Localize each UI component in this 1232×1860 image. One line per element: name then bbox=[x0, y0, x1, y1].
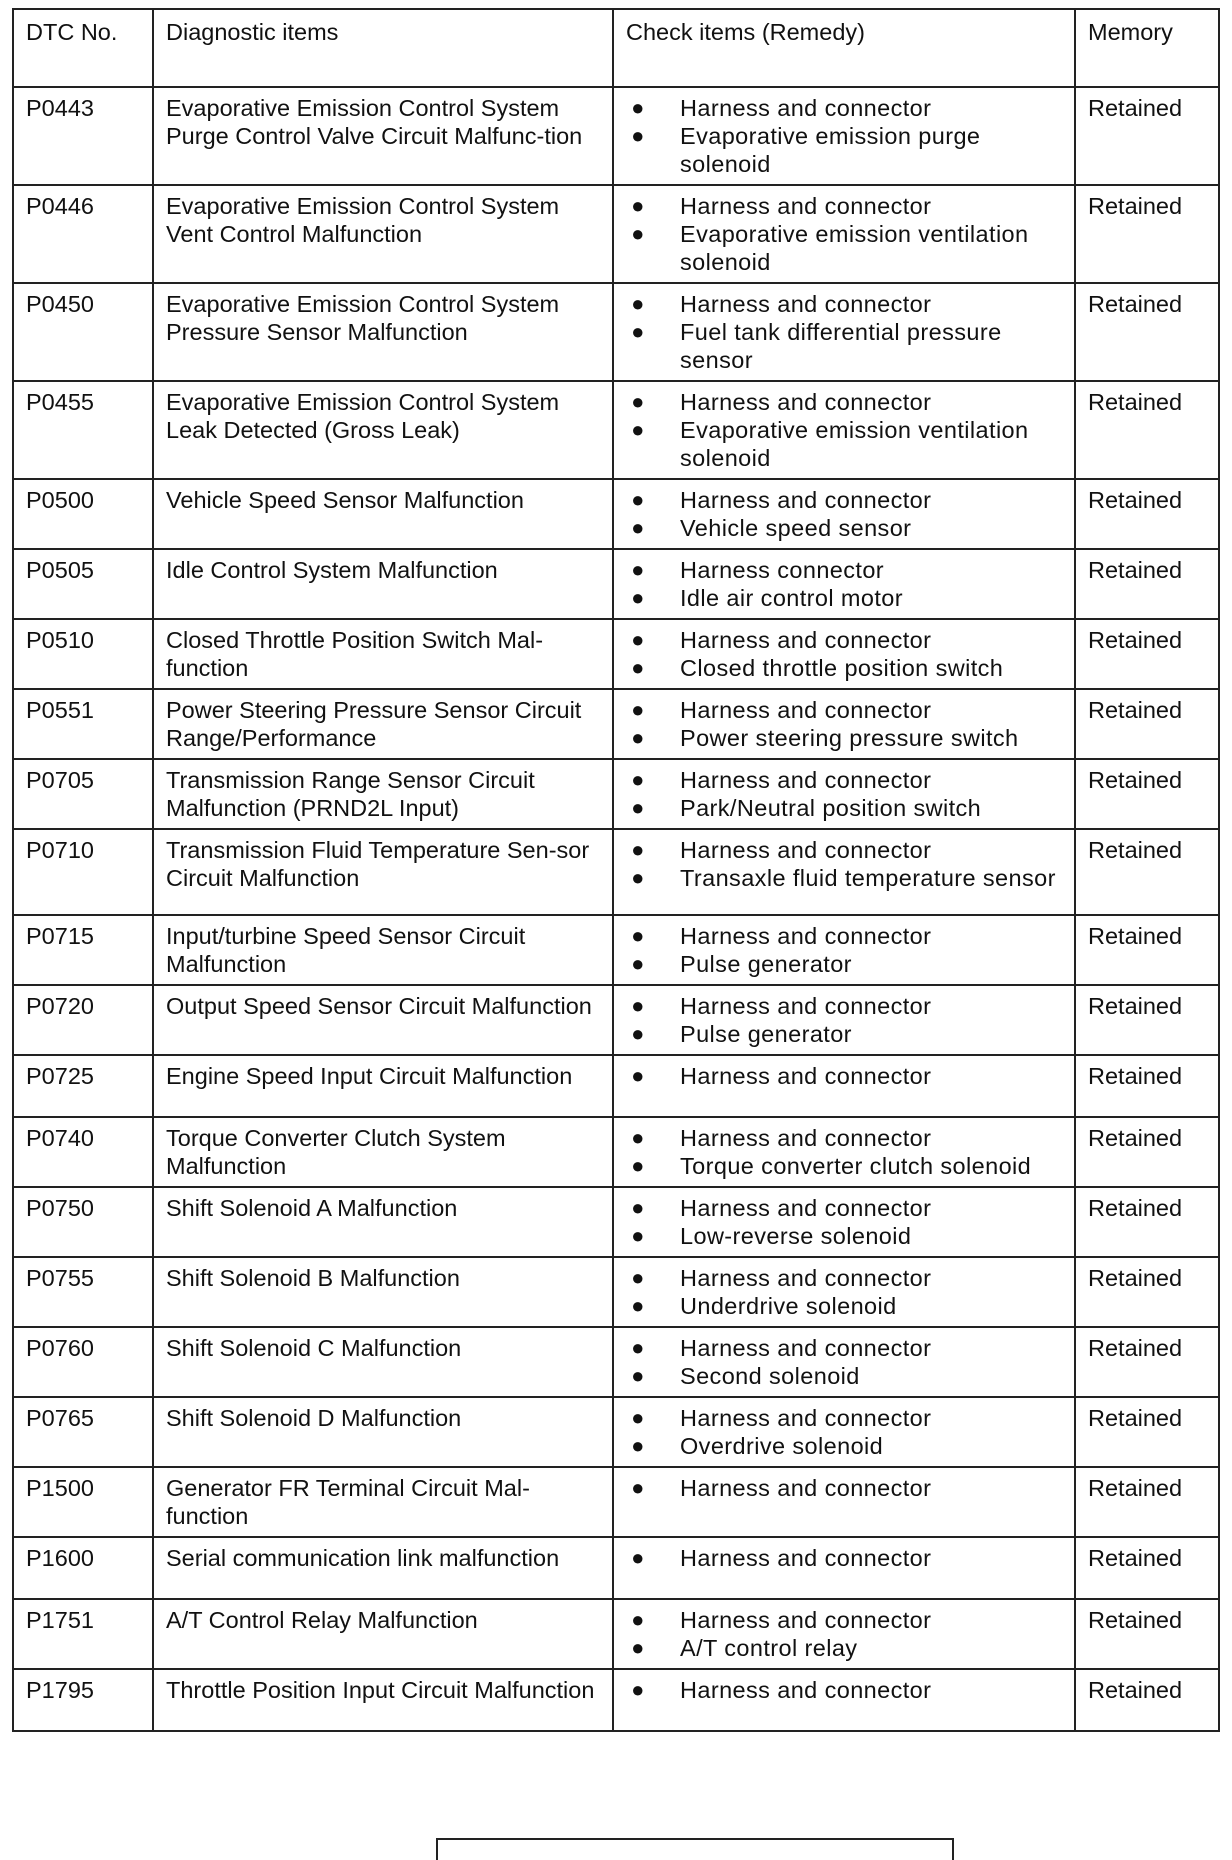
remedy-item bbox=[626, 584, 1064, 612]
bullet-icon: ● bbox=[631, 585, 645, 610]
table-row bbox=[13, 619, 1219, 689]
bullet-icon: ● bbox=[631, 1265, 645, 1290]
remedy-text: Harness and connector bbox=[680, 389, 932, 415]
diagnostic-item: A/T Control Relay Malfunction bbox=[153, 1599, 613, 1669]
remedy-text: Harness and connector bbox=[680, 767, 932, 793]
remedy-list bbox=[626, 1474, 1064, 1502]
bullet-icon: ● bbox=[631, 697, 645, 722]
table-row bbox=[13, 1599, 1219, 1669]
bullet-icon: ● bbox=[631, 993, 645, 1018]
remedy-text: Harness and connector bbox=[680, 193, 932, 219]
remedy-item bbox=[626, 1062, 1064, 1090]
remedy-item bbox=[626, 220, 1064, 276]
remedy-text: Pulse generator bbox=[680, 1021, 852, 1047]
check-items bbox=[613, 1327, 1075, 1397]
remedy-text: Closed throttle position switch bbox=[680, 655, 1004, 681]
header-diagnostic-items: Diagnostic items bbox=[153, 9, 613, 87]
dtc-code: P1795 bbox=[13, 1669, 153, 1731]
remedy-item bbox=[626, 388, 1064, 416]
memory-status: Retained bbox=[1075, 619, 1219, 689]
remedy-list bbox=[626, 192, 1064, 276]
remedy-text: Second solenoid bbox=[680, 1363, 860, 1389]
remedy-item bbox=[626, 1432, 1064, 1460]
dtc-code: P0500 bbox=[13, 479, 153, 549]
diagnostic-item: Evaporative Emission Control System Leak Detected (Gross Leak) bbox=[153, 381, 613, 479]
memory-status: Retained bbox=[1075, 549, 1219, 619]
check-items bbox=[613, 985, 1075, 1055]
memory-status: Retained bbox=[1075, 915, 1219, 985]
remedy-text: Pulse generator bbox=[680, 951, 852, 977]
dtc-code: P0505 bbox=[13, 549, 153, 619]
remedy-text: Fuel tank differential pressure sensor bbox=[680, 319, 1002, 373]
remedy-item bbox=[626, 1264, 1064, 1292]
dtc-code: P0455 bbox=[13, 381, 153, 479]
diagnostic-item: Shift Solenoid A Malfunction bbox=[153, 1187, 613, 1257]
remedy-text: Evaporative emission ventilation solenoid bbox=[680, 417, 1029, 471]
remedy-text: Harness and connector bbox=[680, 1125, 932, 1151]
diagnostic-item: Shift Solenoid C Malfunction bbox=[153, 1327, 613, 1397]
check-items bbox=[613, 915, 1075, 985]
diagnostic-item: Evaporative Emission Control System Pressure Sensor Malfunction bbox=[153, 283, 613, 381]
remedy-item bbox=[626, 950, 1064, 978]
memory-status: Retained bbox=[1075, 283, 1219, 381]
remedy-item bbox=[626, 626, 1064, 654]
bullet-icon: ● bbox=[631, 923, 645, 948]
bullet-icon: ● bbox=[631, 389, 645, 414]
header-check-items: Check items (Remedy) bbox=[613, 9, 1075, 87]
bullet-icon: ● bbox=[631, 1433, 645, 1458]
remedy-item bbox=[626, 836, 1064, 864]
bullet-icon: ● bbox=[631, 1635, 645, 1660]
diagnostic-item: Generator FR Terminal Circuit Mal-function bbox=[153, 1467, 613, 1537]
dtc-code: P0765 bbox=[13, 1397, 153, 1467]
memory-status: Retained bbox=[1075, 985, 1219, 1055]
table-header bbox=[13, 9, 1219, 87]
remedy-list bbox=[626, 94, 1064, 178]
remedy-item bbox=[626, 696, 1064, 724]
remedy-text: Overdrive solenoid bbox=[680, 1433, 884, 1459]
check-items bbox=[613, 381, 1075, 479]
check-items bbox=[613, 619, 1075, 689]
memory-status: Retained bbox=[1075, 1467, 1219, 1537]
bullet-icon: ● bbox=[631, 319, 645, 344]
table-row bbox=[13, 689, 1219, 759]
remedy-text: Evaporative emission ventilation solenoid bbox=[680, 221, 1029, 275]
remedy-item bbox=[626, 1474, 1064, 1502]
remedy-text: Idle air control motor bbox=[680, 585, 903, 611]
diagnostic-item: Transmission Fluid Temperature Sen-sor Circuit Malfunction bbox=[153, 829, 613, 915]
page-footer-box bbox=[436, 1838, 954, 1860]
check-items bbox=[613, 1467, 1075, 1537]
dtc-code: P0760 bbox=[13, 1327, 153, 1397]
memory-status: Retained bbox=[1075, 1599, 1219, 1669]
remedy-item bbox=[626, 556, 1064, 584]
remedy-list bbox=[626, 836, 1064, 892]
remedy-list bbox=[626, 1334, 1064, 1390]
table-row bbox=[13, 381, 1219, 479]
remedy-text: Harness and connector bbox=[680, 487, 932, 513]
diagnostic-item: Input/turbine Speed Sensor Circuit Malfunction bbox=[153, 915, 613, 985]
dtc-code: P0510 bbox=[13, 619, 153, 689]
header-dtc-no: DTC No. bbox=[13, 9, 153, 87]
remedy-item bbox=[626, 992, 1064, 1020]
remedy-text: Harness and connector bbox=[680, 1677, 932, 1703]
check-items bbox=[613, 1055, 1075, 1117]
remedy-text: Harness connector bbox=[680, 557, 885, 583]
remedy-item bbox=[626, 486, 1064, 514]
dtc-code: P1751 bbox=[13, 1599, 153, 1669]
table-row bbox=[13, 759, 1219, 829]
remedy-list bbox=[626, 290, 1064, 374]
remedy-list bbox=[626, 766, 1064, 822]
remedy-text: Harness and connector bbox=[680, 923, 932, 949]
check-items bbox=[613, 549, 1075, 619]
dtc-code: P0750 bbox=[13, 1187, 153, 1257]
bullet-icon: ● bbox=[631, 1125, 645, 1150]
diagnostic-item: Evaporative Emission Control System Vent Control Malfunction bbox=[153, 185, 613, 283]
dtc-code: P0450 bbox=[13, 283, 153, 381]
check-items bbox=[613, 479, 1075, 549]
remedy-item bbox=[626, 192, 1064, 220]
remedy-text: Harness and connector bbox=[680, 627, 932, 653]
remedy-text: Harness and connector bbox=[680, 837, 932, 863]
bullet-icon: ● bbox=[631, 1363, 645, 1388]
remedy-item bbox=[626, 290, 1064, 318]
diagnostic-item: Shift Solenoid D Malfunction bbox=[153, 1397, 613, 1467]
table-row bbox=[13, 549, 1219, 619]
table-row bbox=[13, 1187, 1219, 1257]
remedy-item bbox=[626, 794, 1064, 822]
table-row bbox=[13, 479, 1219, 549]
remedy-item bbox=[626, 1194, 1064, 1222]
table-row bbox=[13, 283, 1219, 381]
table-row bbox=[13, 1257, 1219, 1327]
remedy-item bbox=[626, 1152, 1064, 1180]
remedy-item bbox=[626, 1020, 1064, 1048]
bullet-icon: ● bbox=[631, 627, 645, 652]
memory-status: Retained bbox=[1075, 689, 1219, 759]
remedy-item bbox=[626, 318, 1064, 374]
bullet-icon: ● bbox=[631, 193, 645, 218]
diagnostic-item: Torque Converter Clutch System Malfunction bbox=[153, 1117, 613, 1187]
bullet-icon: ● bbox=[631, 865, 645, 890]
remedy-text: Harness and connector bbox=[680, 291, 932, 317]
remedy-list bbox=[626, 486, 1064, 542]
bullet-icon: ● bbox=[631, 1545, 645, 1570]
check-items bbox=[613, 1537, 1075, 1599]
table-row bbox=[13, 915, 1219, 985]
remedy-list bbox=[626, 1194, 1064, 1250]
memory-status: Retained bbox=[1075, 759, 1219, 829]
dtc-code: P1600 bbox=[13, 1537, 153, 1599]
remedy-item bbox=[626, 1362, 1064, 1390]
table-row bbox=[13, 185, 1219, 283]
remedy-item bbox=[626, 416, 1064, 472]
remedy-text: Harness and connector bbox=[680, 993, 932, 1019]
diagnostic-item: Vehicle Speed Sensor Malfunction bbox=[153, 479, 613, 549]
dtc-code: P0715 bbox=[13, 915, 153, 985]
bullet-icon: ● bbox=[631, 951, 645, 976]
remedy-item bbox=[626, 1606, 1064, 1634]
memory-status: Retained bbox=[1075, 829, 1219, 915]
bullet-icon: ● bbox=[631, 1153, 645, 1178]
memory-status: Retained bbox=[1075, 1397, 1219, 1467]
remedy-list bbox=[626, 1124, 1064, 1180]
remedy-item bbox=[626, 94, 1064, 122]
table-row bbox=[13, 1467, 1219, 1537]
dtc-code: P0720 bbox=[13, 985, 153, 1055]
diagnostic-item: Output Speed Sensor Circuit Malfunction bbox=[153, 985, 613, 1055]
dtc-code: P0443 bbox=[13, 87, 153, 185]
remedy-item bbox=[626, 1124, 1064, 1152]
remedy-item bbox=[626, 766, 1064, 794]
remedy-item bbox=[626, 864, 1064, 892]
bullet-icon: ● bbox=[631, 1677, 645, 1702]
bullet-icon: ● bbox=[631, 95, 645, 120]
memory-status: Retained bbox=[1075, 479, 1219, 549]
bullet-icon: ● bbox=[631, 123, 645, 148]
dtc-table bbox=[12, 8, 1220, 1732]
diagnostic-item: Closed Throttle Position Switch Mal-function bbox=[153, 619, 613, 689]
memory-status: Retained bbox=[1075, 87, 1219, 185]
dtc-code: P0551 bbox=[13, 689, 153, 759]
memory-status: Retained bbox=[1075, 1327, 1219, 1397]
dtc-code: P0725 bbox=[13, 1055, 153, 1117]
diagnostic-item: Shift Solenoid B Malfunction bbox=[153, 1257, 613, 1327]
remedy-text: Park/Neutral position switch bbox=[680, 795, 982, 821]
bullet-icon: ● bbox=[631, 837, 645, 862]
remedy-text: Harness and connector bbox=[680, 1063, 932, 1089]
remedy-text: Power steering pressure switch bbox=[680, 725, 1019, 751]
remedy-list bbox=[626, 1062, 1064, 1090]
diagnostic-item: Evaporative Emission Control System Purge Control Valve Circuit Malfunc-tion bbox=[153, 87, 613, 185]
bullet-icon: ● bbox=[631, 725, 645, 750]
remedy-item bbox=[626, 1222, 1064, 1250]
check-items bbox=[613, 759, 1075, 829]
diagnostic-item: Idle Control System Malfunction bbox=[153, 549, 613, 619]
check-items bbox=[613, 87, 1075, 185]
remedy-item bbox=[626, 122, 1064, 178]
remedy-text: Torque converter clutch solenoid bbox=[680, 1153, 1032, 1179]
remedy-text: Harness and connector bbox=[680, 95, 932, 121]
bullet-icon: ● bbox=[631, 1223, 645, 1248]
dtc-code: P0446 bbox=[13, 185, 153, 283]
diagnostic-item: Power Steering Pressure Sensor Circuit Range/Performance bbox=[153, 689, 613, 759]
table-row bbox=[13, 985, 1219, 1055]
table-row bbox=[13, 1055, 1219, 1117]
remedy-item bbox=[626, 514, 1064, 542]
bullet-icon: ● bbox=[631, 1195, 645, 1220]
remedy-item bbox=[626, 1676, 1064, 1704]
remedy-list bbox=[626, 388, 1064, 472]
remedy-list bbox=[626, 922, 1064, 978]
header-memory: Memory bbox=[1075, 9, 1219, 87]
memory-status: Retained bbox=[1075, 1669, 1219, 1731]
memory-status: Retained bbox=[1075, 1257, 1219, 1327]
table-row bbox=[13, 1327, 1219, 1397]
remedy-item bbox=[626, 1292, 1064, 1320]
table-row bbox=[13, 1117, 1219, 1187]
remedy-list bbox=[626, 1404, 1064, 1460]
memory-status: Retained bbox=[1075, 1117, 1219, 1187]
remedy-list bbox=[626, 626, 1064, 682]
bullet-icon: ● bbox=[631, 1335, 645, 1360]
remedy-text: Harness and connector bbox=[680, 1335, 932, 1361]
remedy-text: Vehicle speed sensor bbox=[680, 515, 912, 541]
remedy-text: Evaporative emission purge solenoid bbox=[680, 123, 981, 177]
remedy-list bbox=[626, 1264, 1064, 1320]
table-row bbox=[13, 87, 1219, 185]
check-items bbox=[613, 1599, 1075, 1669]
check-items bbox=[613, 185, 1075, 283]
remedy-list bbox=[626, 696, 1064, 752]
table-row bbox=[13, 1669, 1219, 1731]
remedy-text: Harness and connector bbox=[680, 1607, 932, 1633]
remedy-text: Transaxle fluid temperature sensor bbox=[680, 865, 1056, 891]
remedy-text: Harness and connector bbox=[680, 697, 932, 723]
diagnostic-item: Serial communication link malfunction bbox=[153, 1537, 613, 1599]
remedy-text: Harness and connector bbox=[680, 1545, 932, 1571]
bullet-icon: ● bbox=[631, 515, 645, 540]
bullet-icon: ● bbox=[631, 655, 645, 680]
check-items bbox=[613, 1187, 1075, 1257]
remedy-item bbox=[626, 1334, 1064, 1362]
remedy-text: Underdrive solenoid bbox=[680, 1293, 897, 1319]
table-row bbox=[13, 1397, 1219, 1467]
remedy-item bbox=[626, 1404, 1064, 1432]
remedy-list bbox=[626, 992, 1064, 1048]
bullet-icon: ● bbox=[631, 1475, 645, 1500]
memory-status: Retained bbox=[1075, 1055, 1219, 1117]
remedy-item bbox=[626, 1544, 1064, 1572]
memory-status: Retained bbox=[1075, 1537, 1219, 1599]
bullet-icon: ● bbox=[631, 291, 645, 316]
dtc-code: P1500 bbox=[13, 1467, 153, 1537]
diagnostic-item: Throttle Position Input Circuit Malfunction bbox=[153, 1669, 613, 1731]
bullet-icon: ● bbox=[631, 1021, 645, 1046]
remedy-list bbox=[626, 1606, 1064, 1662]
document-page bbox=[12, 8, 1218, 1732]
remedy-text: Harness and connector bbox=[680, 1195, 932, 1221]
bullet-icon: ● bbox=[631, 417, 645, 442]
remedy-item bbox=[626, 654, 1064, 682]
check-items bbox=[613, 283, 1075, 381]
dtc-code: P0710 bbox=[13, 829, 153, 915]
remedy-list bbox=[626, 556, 1064, 612]
remedy-item bbox=[626, 1634, 1064, 1662]
remedy-list bbox=[626, 1544, 1064, 1572]
remedy-item bbox=[626, 724, 1064, 752]
bullet-icon: ● bbox=[631, 1293, 645, 1318]
bullet-icon: ● bbox=[631, 557, 645, 582]
bullet-icon: ● bbox=[631, 221, 645, 246]
check-items bbox=[613, 689, 1075, 759]
check-items bbox=[613, 829, 1075, 915]
bullet-icon: ● bbox=[631, 767, 645, 792]
dtc-code: P0705 bbox=[13, 759, 153, 829]
table-row bbox=[13, 1537, 1219, 1599]
remedy-text: Harness and connector bbox=[680, 1475, 932, 1501]
remedy-text: Harness and connector bbox=[680, 1405, 932, 1431]
remedy-text: A/T control relay bbox=[680, 1635, 858, 1661]
header-row bbox=[13, 9, 1219, 87]
table-body bbox=[13, 87, 1219, 1731]
memory-status: Retained bbox=[1075, 381, 1219, 479]
diagnostic-item: Engine Speed Input Circuit Malfunction bbox=[153, 1055, 613, 1117]
table-row bbox=[13, 829, 1219, 915]
bullet-icon: ● bbox=[631, 487, 645, 512]
bullet-icon: ● bbox=[631, 1405, 645, 1430]
check-items bbox=[613, 1117, 1075, 1187]
bullet-icon: ● bbox=[631, 795, 645, 820]
memory-status: Retained bbox=[1075, 1187, 1219, 1257]
bullet-icon: ● bbox=[631, 1607, 645, 1632]
dtc-code: P0755 bbox=[13, 1257, 153, 1327]
diagnostic-item: Transmission Range Sensor Circuit Malfunction (PRND2L Input) bbox=[153, 759, 613, 829]
check-items bbox=[613, 1669, 1075, 1731]
remedy-text: Harness and connector bbox=[680, 1265, 932, 1291]
remedy-list bbox=[626, 1676, 1064, 1704]
bullet-icon: ● bbox=[631, 1063, 645, 1088]
dtc-code: P0740 bbox=[13, 1117, 153, 1187]
remedy-item bbox=[626, 922, 1064, 950]
memory-status: Retained bbox=[1075, 185, 1219, 283]
remedy-text: Low-reverse solenoid bbox=[680, 1223, 912, 1249]
check-items bbox=[613, 1397, 1075, 1467]
check-items bbox=[613, 1257, 1075, 1327]
